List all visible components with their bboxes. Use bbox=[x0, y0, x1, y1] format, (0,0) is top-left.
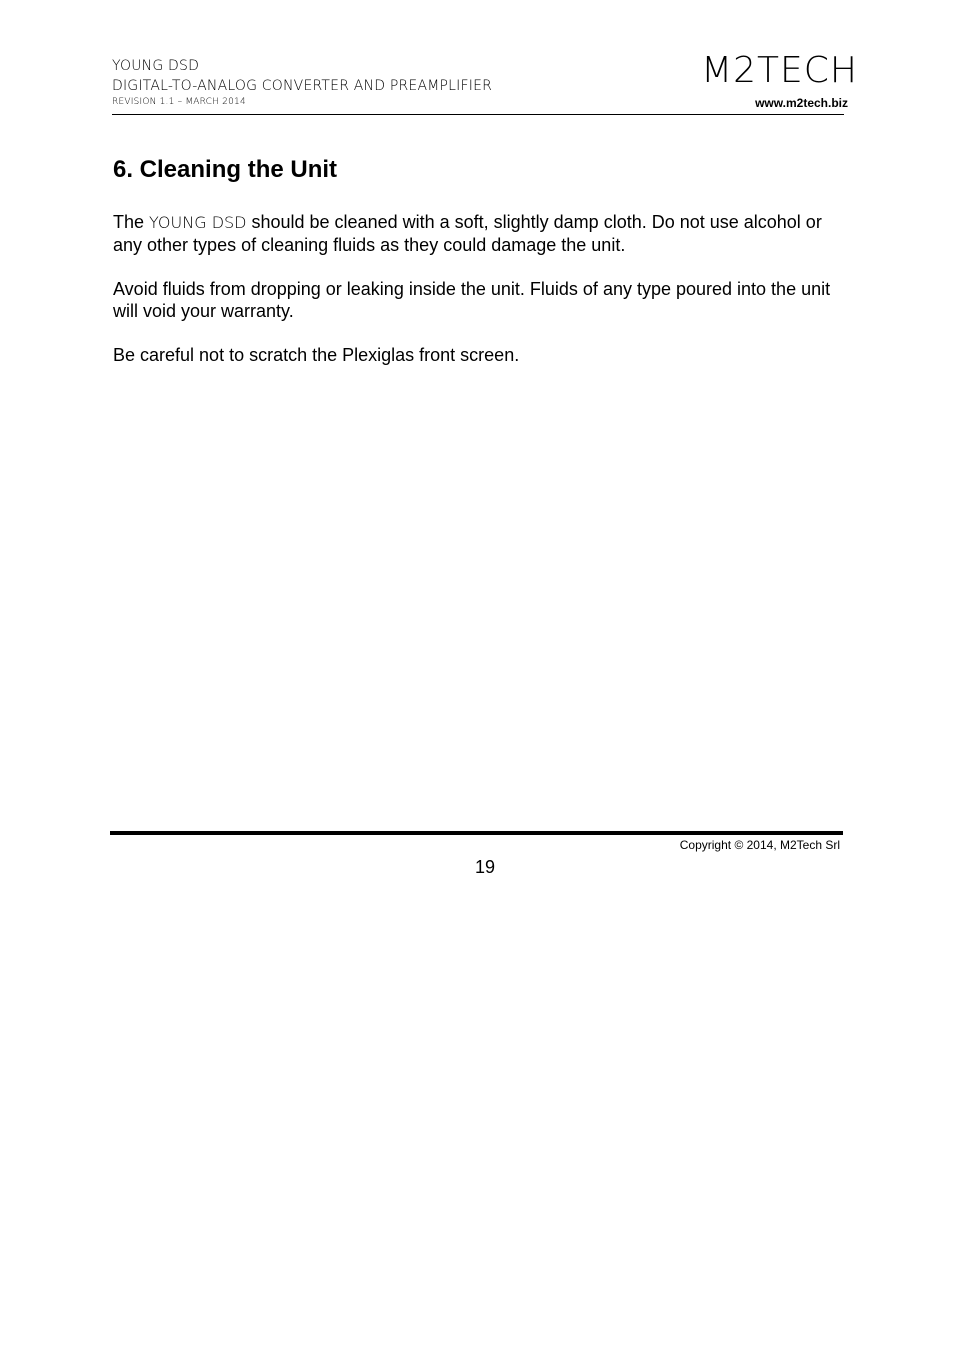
page-header bbox=[112, 50, 858, 115]
website-link[interactable]: www.m2tech.biz bbox=[755, 96, 848, 110]
page-number: 19 bbox=[474, 857, 496, 877]
product-name-inline: YOUNG DSD bbox=[149, 213, 247, 232]
m2tech-logo: M2TECH bbox=[701, 50, 858, 91]
header-product-subtitle: DIGITAL-TO-ANALOG CONVERTER AND PREAMPLIFIER bbox=[112, 78, 493, 94]
header-product-info bbox=[112, 56, 492, 108]
paragraph-text: The bbox=[113, 212, 150, 232]
footer-divider bbox=[110, 831, 843, 835]
header-product-name: YOUNG DSD bbox=[112, 58, 200, 74]
paragraph-fluids-warning: Avoid fluids from dropping or leaking inside the unit. Fluids of any type poured into the unit will void your warranty. bbox=[113, 279, 831, 321]
paragraph-plexiglas-warning: Be careful not to scratch the Plexiglas front screen. bbox=[113, 345, 520, 365]
header-revision: REVISION 1.1 – MARCH 2014 bbox=[112, 97, 246, 107]
paragraph-cleaning-instructions bbox=[113, 211, 833, 256]
paragraph-text: should be cleaned with a soft, slightly damp cloth. Do not use alcohol or any other types of cleaning fluids as they could damage the unit. bbox=[113, 212, 822, 255]
footer-copyright: Copyright © 2014, M2Tech Srl bbox=[679, 838, 840, 852]
section-title: 6. Cleaning the Unit bbox=[113, 156, 338, 183]
